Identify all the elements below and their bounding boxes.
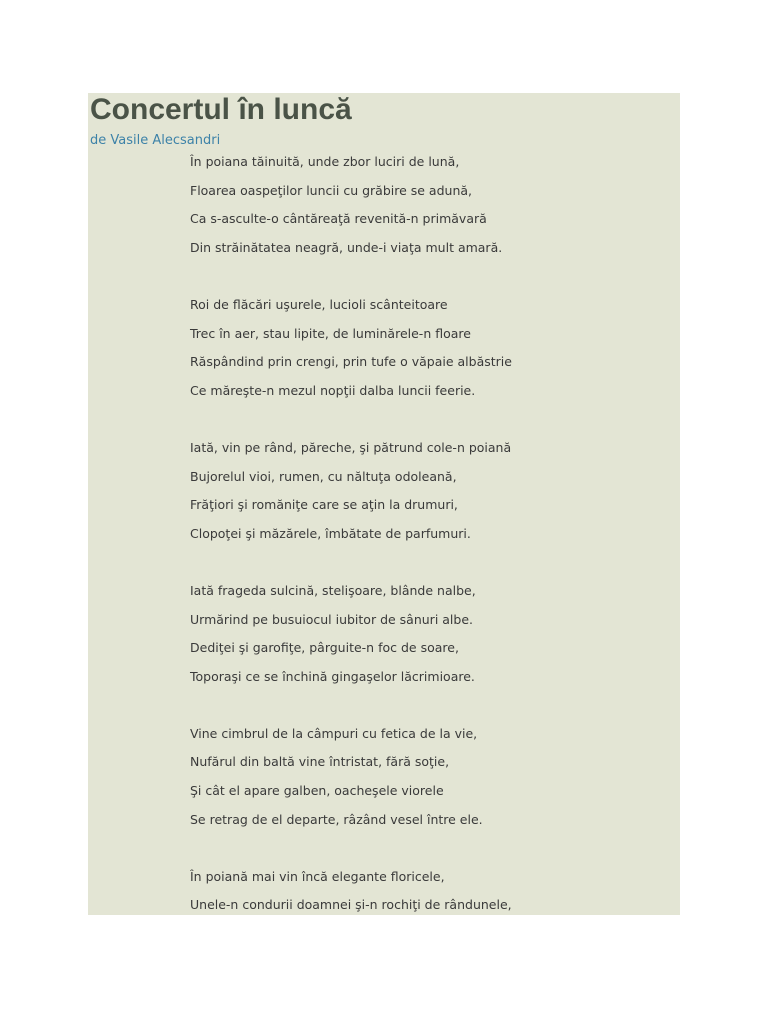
stanza [190,725,670,839]
stanza [190,153,670,267]
stanza [190,296,670,410]
poem-line: Trec în aer, stau lipite, de luminărele-n floare [190,325,471,341]
poem-author: de Vasile Alecsandri [90,133,221,148]
poem-line: Ca s-asculte-o cântăreaţă revenită-n primăvară [190,211,487,227]
stanza [190,868,670,915]
poem-line: În poiană mai vin încă elegante floricele, [190,868,445,884]
poem-line: Ce măreşte-n mezul nopţii dalba luncii feerie. [190,382,476,398]
poem-line: Nufărul din baltă vine întristat, fără soţie, [190,754,450,770]
poem-line: Iată frageda sulcină, stelişoare, blânde nalbe, [190,582,476,598]
poem-panel [88,93,680,915]
poem-line: Răspândind prin crengi, prin tufe o văpaie albăstrie [190,354,512,370]
poem-line: Clopoţei şi măzărele, îmbătate de parfumuri. [190,525,471,541]
poem-line: Toporaşi ce se închină gingaşelor lăcrimioare. [190,668,475,684]
poem-line: Vine cimbrul de la câmpuri cu fetica de la vie, [190,725,478,741]
poem-line: În poiana tăinuită, unde zbor luciri de lună, [190,154,460,169]
stanza [190,439,670,553]
poem-line: Urmărind pe busuiocul iubitor de sânuri albe. [190,611,473,627]
poem-line: Unele-n condurii doamnei şi-n rochiţi de rândunele, [190,897,512,913]
poem-line: Frăţiori şi romăniţe care se aţin la drumuri, [190,497,458,513]
poem-line: Roi de flăcări uşurele, lucioli scânteitoare [190,296,448,312]
poem-line: Bujorelul vioi, rumen, cu năltuţa odoleană, [190,468,457,484]
poem-body [190,153,670,915]
poem-line: Floarea oaspeţilor luncii cu grăbire se adună, [190,182,473,198]
poem-line: Din străinătatea neagră, unde-i viaţa mult amară. [190,239,503,255]
poem-line: Se retrag de el departe, râzând vesel între ele. [190,811,483,827]
poem-title: Concertul în luncă [90,93,352,126]
poem-line: Iată, vin pe rând, păreche, şi pătrund cole-n poiană [190,439,512,455]
poem-line: Dediţei şi garofiţe, pârguite-n foc de soare, [190,640,459,656]
stanza [190,582,670,696]
poem-line: Şi cât el apare galben, oacheşele viorele [190,783,444,799]
